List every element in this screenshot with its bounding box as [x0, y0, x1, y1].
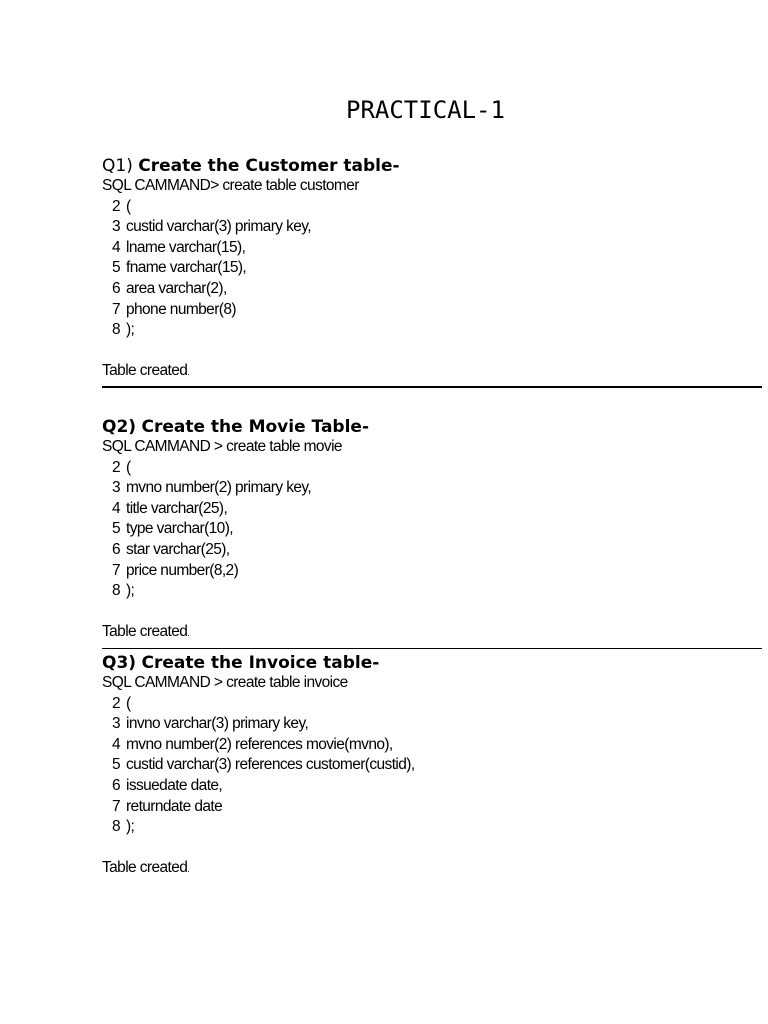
code-line — [102, 817, 762, 838]
line-number: 8 — [111, 818, 120, 836]
line-number: 2 — [111, 458, 120, 476]
line-text: area varchar(2), — [126, 279, 227, 297]
line-number: 2 — [111, 197, 120, 215]
line-text: ( — [126, 694, 131, 712]
line-text: issuedate date, — [126, 776, 223, 794]
code-line — [102, 776, 762, 797]
line-text: custid varchar(3) primary key, — [126, 218, 311, 236]
question-2-result — [102, 622, 762, 643]
line-text: ( — [126, 197, 131, 215]
question-1-code-lines — [102, 197, 762, 341]
code-line — [102, 217, 762, 238]
code-line — [102, 561, 762, 582]
question-2-code-lines — [102, 458, 762, 602]
code-line — [102, 499, 762, 520]
line-number: 7 — [111, 561, 120, 579]
question-1-title: Create the Customer table- — [138, 156, 400, 176]
line-text: returndate date — [126, 797, 223, 815]
line-number: 5 — [111, 756, 120, 774]
question-2-sql-command: SQL CAMMAND > create table movie — [102, 438, 342, 455]
line-text: price number(8,2) — [126, 561, 239, 579]
line-text: type varchar(10), — [126, 520, 233, 538]
code-line — [102, 197, 762, 218]
code-line — [102, 279, 762, 300]
question-1-number: Q1) — [102, 156, 133, 176]
question-2-title: Create the Movie Table- — [141, 417, 369, 437]
question-2-number: Q2) — [102, 417, 137, 437]
line-text: title varchar(25), — [126, 499, 228, 517]
line-number: 8 — [111, 321, 120, 339]
section-divider — [102, 648, 762, 649]
line-number: 3 — [111, 479, 120, 497]
result-text: Table created — [102, 361, 188, 379]
line-number: 8 — [111, 582, 120, 600]
result-period: . — [187, 863, 190, 874]
line-number: 6 — [111, 540, 120, 558]
line-text: custid varchar(3) references customer(custid), — [126, 756, 415, 774]
code-line — [102, 478, 762, 499]
line-text: mvno number(2) references movie(mvno), — [126, 735, 393, 753]
line-text: phone number(8) — [126, 300, 236, 318]
section-divider — [102, 386, 762, 388]
question-3-code-lines — [102, 694, 762, 838]
question-1-result — [102, 361, 762, 382]
question-1-sql-command: SQL CAMMAND> create table customer — [102, 177, 359, 194]
result-period: . — [187, 627, 190, 638]
question-3-number: Q3) — [102, 653, 137, 673]
code-line — [102, 755, 762, 776]
result-period: . — [187, 366, 190, 377]
line-number: 6 — [111, 776, 120, 794]
line-text: fname varchar(15), — [126, 259, 247, 277]
line-text: ); — [126, 818, 135, 836]
question-3-title: Create the Invoice table- — [141, 653, 380, 673]
line-text: invno varchar(3) primary key, — [126, 715, 309, 733]
line-number: 7 — [111, 797, 120, 815]
line-text: ); — [126, 582, 135, 600]
code-line — [102, 320, 762, 341]
code-line — [102, 300, 762, 321]
line-number: 4 — [111, 499, 120, 517]
code-line — [102, 238, 762, 259]
line-text: ); — [126, 321, 135, 339]
line-number: 4 — [111, 238, 120, 256]
result-text: Table created — [102, 858, 188, 876]
line-number: 5 — [111, 259, 120, 277]
line-number: 7 — [111, 300, 120, 318]
question-3-result — [102, 858, 762, 879]
line-text: star varchar(25), — [126, 540, 230, 558]
code-line — [102, 258, 762, 279]
line-number: 5 — [111, 520, 120, 538]
line-number: 3 — [111, 715, 120, 733]
line-text: mvno number(2) primary key, — [126, 479, 312, 497]
line-text: lname varchar(15), — [126, 238, 246, 256]
code-line — [102, 735, 762, 756]
code-line — [102, 581, 762, 602]
code-line — [102, 458, 762, 479]
question-3-section — [102, 652, 762, 879]
question-2-heading — [102, 416, 762, 438]
line-text: ( — [126, 458, 131, 476]
code-line — [102, 694, 762, 715]
question-1-heading — [102, 155, 762, 177]
line-number: 4 — [111, 735, 120, 753]
line-number: 2 — [111, 694, 120, 712]
page-title: PRACTICAL-1 — [346, 96, 505, 124]
question-2-section — [102, 416, 762, 643]
code-line — [102, 540, 762, 561]
code-line — [102, 714, 762, 735]
question-1-section — [102, 155, 762, 382]
question-3-sql-command: SQL CAMMAND > create table invoice — [102, 674, 348, 691]
line-number: 6 — [111, 279, 120, 297]
code-line — [102, 519, 762, 540]
line-number: 3 — [111, 218, 120, 236]
code-line — [102, 797, 762, 818]
question-3-heading — [102, 652, 762, 674]
result-text: Table created — [102, 622, 188, 640]
